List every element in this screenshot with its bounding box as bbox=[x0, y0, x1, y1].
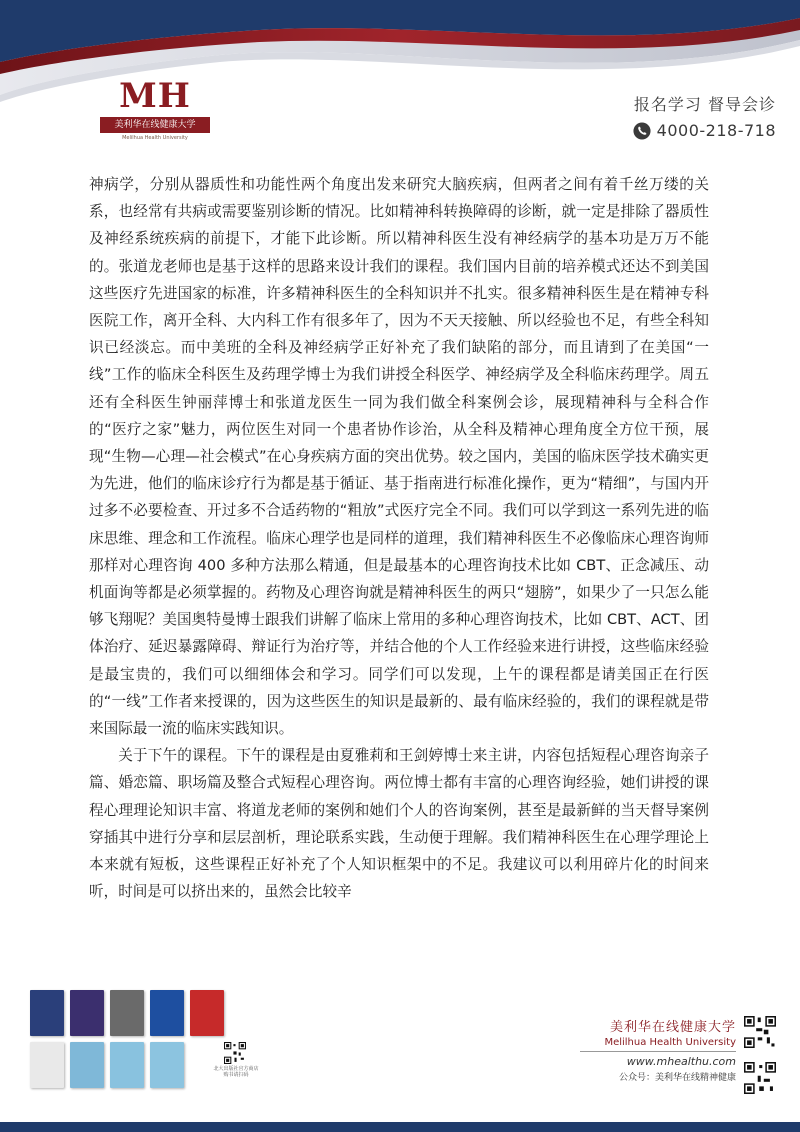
logo-subtitle: Melilhua Health University bbox=[122, 135, 188, 141]
book-cover bbox=[70, 990, 104, 1036]
book-cover bbox=[30, 990, 64, 1036]
body-paragraph: 关于下午的课程。下午的课程是由夏雅莉和王剑婷博士来主讲，内容包括短程心理咨询亲子篇、婚恋篇、职场篇及整合式短程心理咨询。两位博士都有丰富的心理咨询经验，她们讲授的课程心理理论知识丰富、将道龙老师的案例和她们个人的咨询案例，甚至是最新鲜的当天督导案例穿插其中进行分享和层层剖析，理论联系实践，生动便于理解。我们精神科医生在心理学理论上本来就有短板，这些课程正好补充了个人知识框架中的不足。我建议可以利用碎片化的时间来听，时间是可以挤出来的，虽然会比较辛 bbox=[89, 747, 709, 901]
qr-code-icon[interactable] bbox=[744, 1062, 776, 1094]
book-cover bbox=[190, 990, 224, 1036]
footer-university-en: Melilhua Health University bbox=[604, 1037, 736, 1048]
body-paragraph: 神病学，分别从器质性和功能性两个角度出发来研究大脑疾病，但两者之间有着千丝万缕的关系，也经常有共病或需要鉴别诊断的情况。比如精神科转换障碍的诊断，就一定是排除了器质性及神经系统疾病的前提下，才能下此诊断。所以精神科医生没有神经病学的基本功是万万不能的。张道龙老师也是基于这样的思路来设计我们的课程。我们国内目前的培养模式还达不到美国这些医疗先进国家的标准，许多精神科医生的全科知识并不扎实。很多精神科医生是在精神专科医院工作，离开全科、大内科工作有很多年了，因为不天天接触、所以经验也不足，有些全科知识已经淡忘。而中美班的全科及神经病学正好补充了我们缺陷的部分，而且请到了在美国“一线”工作的临床全科医生及药理学博士为我们讲授全科医学、神经病学及全科临床药理学。周五还有全科医生钟丽萍博士和张道龙医生一同为我们做全科案例会诊，展现精神科与全科合作的“医疗之家”魅力，两位医生对同一个患者协作诊治，从全科及精神心理角度全方位干预，展现“生物—心理—社会模式”在心身疾病方面的突出优势。较之国内，美国的临床医学技术确实更为先进，他们的临床诊疗行为都是基于循证、基于指南进行标准化操作，更为“精细”，与国内开过多不必要检查、开过多不合适药物的“粗放”式医疗完全不同。我们可以学到这一系列先进的临床思维、理念和工作流程。临床心理学也是同样的道理，我们精神科医生不必像临床心理咨询师那样对心理咨询 400 多种方法那么精通，但是最基本的心理咨询技术比如 CBT、正念减压、动机面询等都是必须掌握的。药物及心理咨询就是精神科医生的两只“翅膀”，如果少了一只怎么能够飞翔呢？美国奥特曼博士跟我们讲解了临床上常用的多种心理咨询技术，比如 CBT、ACT、团体治疗、延迟暴露障碍、辩证行为治疗等，并结合他的个人工作经验来进行讲授，这些临床经验是最宝贵的，我们可以细细体会和学习。同学们可以发现，上午的课程都是请美国正在行医的“一线”工作者来授课的，因为这些医生的知识是最新的、最有临床经验的，我们的课程就是带来国际最一流的临床实践知识。 bbox=[89, 176, 709, 738]
footer-university-cn: 美利华在线健康大学 bbox=[609, 1020, 736, 1035]
book-cover bbox=[150, 1042, 184, 1088]
footer-wechat: 公众号：美利华在线精神健康 bbox=[618, 1073, 736, 1083]
article-body bbox=[89, 171, 709, 905]
footer-info bbox=[560, 1016, 736, 1083]
footer-url[interactable]: www.mhealthu.com bbox=[626, 1055, 736, 1068]
logo-mark: MH bbox=[119, 76, 191, 116]
book-cover bbox=[110, 1042, 144, 1088]
phone-number[interactable]: 4000-218-718 bbox=[656, 121, 776, 140]
phone-row bbox=[633, 121, 776, 140]
book-cover bbox=[110, 990, 144, 1036]
header-slogan: 报名学习 督导会诊 bbox=[633, 95, 776, 114]
qr-code-icon[interactable] bbox=[224, 1042, 246, 1064]
book-cover bbox=[30, 1042, 64, 1088]
logo-ribbon: 美利华在线健康大学 bbox=[100, 117, 210, 133]
book-cover bbox=[150, 990, 184, 1036]
book-cover bbox=[70, 1042, 104, 1088]
qr-caption: 北大出版社官方商店 购书请扫码 bbox=[213, 1066, 259, 1078]
phone-icon bbox=[633, 122, 651, 140]
qr-code-icon[interactable] bbox=[744, 1016, 776, 1048]
contact-block bbox=[633, 92, 776, 140]
footer-divider bbox=[580, 1051, 736, 1052]
footer-bar bbox=[0, 1122, 800, 1132]
university-logo bbox=[100, 72, 210, 142]
